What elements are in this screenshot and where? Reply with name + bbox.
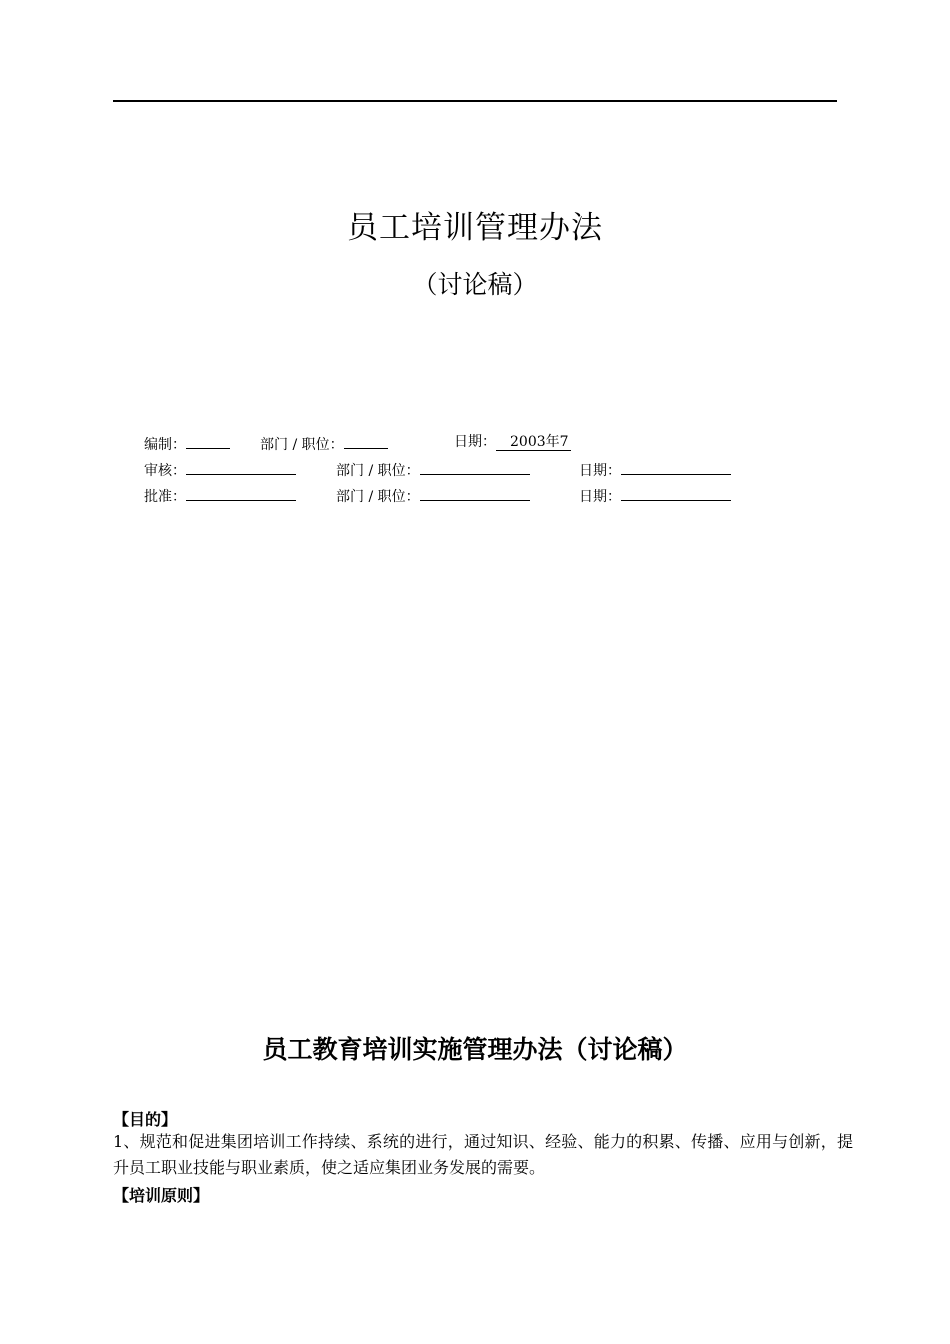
prepared-date-label: 日期： [454,434,496,450]
header-rule [113,100,837,102]
cover-subtitle: （讨论稿） [412,270,538,299]
reviewed-date-blank [621,459,731,475]
approved-dept-blank [420,485,530,501]
section-principles-title: 【培训原则】 [113,1186,210,1205]
approved-date-blank [621,485,731,501]
section-purpose-title: 【目的】 [113,1110,178,1129]
approved-dept-label: 部门 / 职位： [336,489,420,505]
approved-date-label: 日期： [579,489,621,505]
cover-title: 员工培训管理办法 [347,210,603,246]
reviewed-blank [186,459,296,475]
prepared-date-value: 2003年7 [496,434,571,451]
prepared-dept-label: 部门 / 职位： [260,437,344,453]
prepared-dept-blank [344,433,388,449]
approved-blank [186,485,296,501]
prepared-label: 编制： [144,437,186,453]
reviewed-label: 审核： [144,463,186,479]
reviewed-date-label: 日期： [579,463,621,479]
approved-label: 批准： [144,489,186,505]
section-purpose-text: 1、规范和促进集团培训工作持续、系统的进行，通过知识、经验、能力的积累、传播、应用与创新，提升员工职业技能与职业素质，使之适应集团业务发展的需要。 [113,1132,853,1177]
prepared-blank [186,433,230,449]
reviewed-dept-blank [420,459,530,475]
document-heading: 员工教育培训实施管理办法（讨论稿） [262,1035,688,1064]
reviewed-dept-label: 部门 / 职位： [336,463,420,479]
